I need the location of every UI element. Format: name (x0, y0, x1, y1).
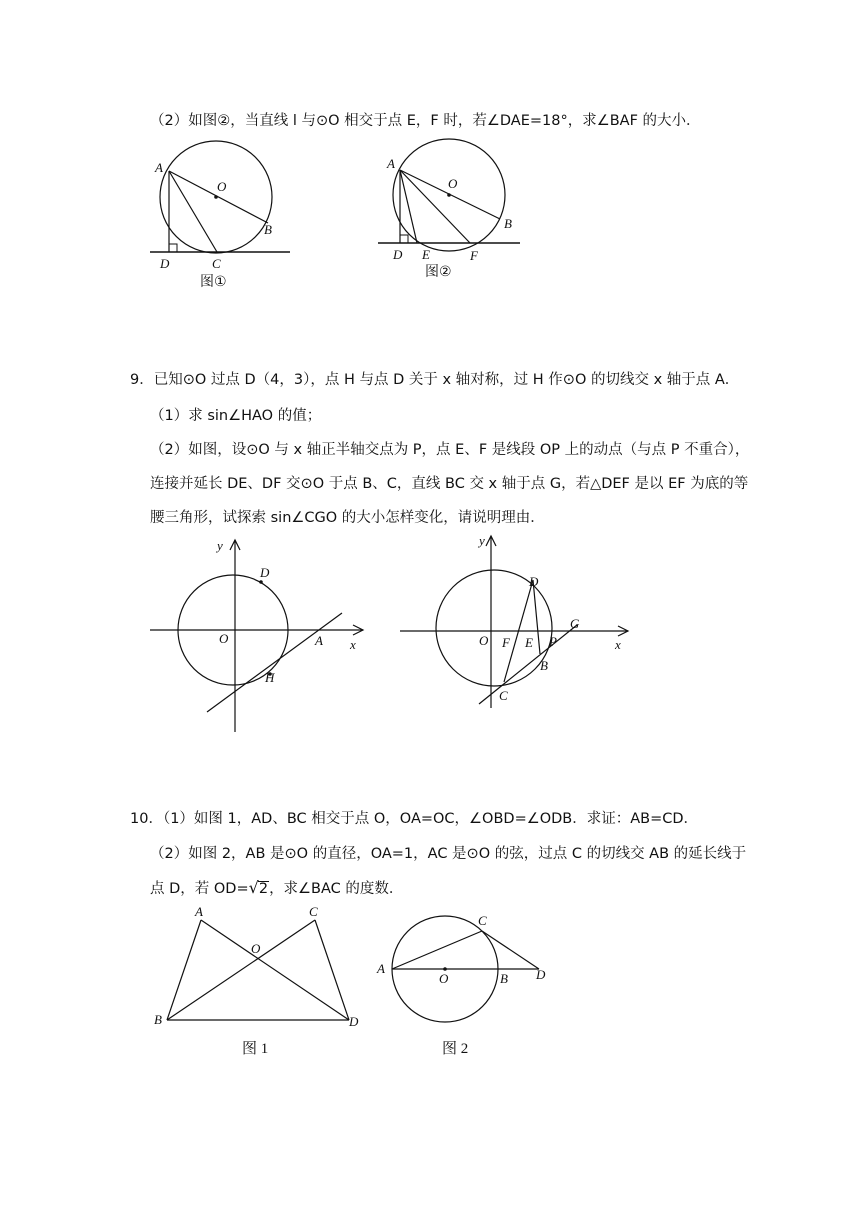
p9-part1: （1）求 sin∠HAO 的值； (150, 408, 322, 424)
p9-stem: 9．已知⊙O 过点 D（4，3），点 H 与点 D 关于 x 轴对称，过 H 作⊙O 的切线交 x 轴于点 A． (130, 372, 740, 388)
p9-part2-line1: （2）如图，设⊙O 与 x 轴正半轴交点为 P，点 E、F 是线段 OP 上的动点（与点 P 不重合）， (150, 442, 750, 458)
p9f1-label-x: x (350, 637, 356, 652)
p10f2-caption: 图 2 (442, 1041, 469, 1057)
p10-part2-line2 (150, 880, 403, 898)
p10f1-label-O: O (251, 941, 261, 956)
p8f1-label-O: O (217, 179, 227, 194)
p9f2-label-G: G (570, 616, 580, 631)
p10f2-label-A: A (377, 961, 385, 976)
p8-part2-text: （2）如图②，当直线 l 与⊙O 相交于点 E，F 时，若∠DAE=18°，求∠BAF 的大小． (150, 113, 701, 129)
p8f2-label-D: D (393, 247, 403, 262)
p10-part1: 10．（1）如图 1，AD、BC 相交于点 O，OA=OC，∠OBD=∠ODB．求证：AB=CD． (130, 811, 699, 827)
p9-part2-line3: 腰三角形，试探索 sin∠CGO 的大小怎样变化，请说明理由． (150, 510, 545, 526)
p9f2-label-C: C (499, 688, 508, 703)
p8f1-label-C: C (212, 256, 221, 271)
p10f2-label-B: B (500, 971, 508, 986)
p9f2-label-E: E (525, 635, 533, 650)
p10f1-label-B: B (154, 1012, 162, 1027)
p10-part2-line1: （2）如图 2，AB 是⊙O 的直径，OA=1，AC 是⊙O 的弦，过点 C 的切线交 AB 的延长线于 (150, 846, 747, 862)
p8f1-caption: 图① (200, 274, 227, 290)
p8f2-label-A: A (387, 156, 395, 171)
p10f2-label-C: C (478, 913, 487, 928)
p8f2-label-O: O (448, 176, 458, 191)
p9f2-label-y: y (479, 533, 485, 548)
p9f2-label-D: D (529, 574, 539, 589)
p8f2-label-F: F (470, 248, 478, 263)
p8f2-label-E: E (422, 247, 430, 262)
p9f2-label-x: x (615, 637, 621, 652)
p8f2-caption: 图② (425, 264, 452, 280)
p10f1-label-D: D (349, 1014, 359, 1029)
p10f1-label-A: A (195, 905, 203, 919)
p9f2-label-F: F (502, 635, 510, 650)
p9f2-label-P: P (549, 634, 557, 649)
sqrt-symbol-icon: √ (248, 878, 259, 897)
p10f2-label-D: D (536, 967, 546, 982)
p9f1-label-D: D (260, 565, 270, 580)
p8-figure-2 (375, 135, 535, 285)
p9f2-label-O: O (479, 633, 489, 648)
p9-part2-line2: 连接并延长 DE、DF 交⊙O 于点 B、C，直线 BC 交 x 轴于点 G，若△DEF 是以 EF 为底的等 (150, 476, 749, 492)
p10f1-caption: 图 1 (242, 1041, 269, 1057)
p9f1-label-y: y (217, 538, 223, 553)
p8f2-label-B: B (504, 216, 512, 231)
p10-part2-line2-suffix: ，求∠BAC 的度数． (269, 881, 404, 897)
p10-figure-1 (145, 905, 370, 1060)
p9-figure-1 (145, 532, 375, 737)
p10f1-label-C: C (309, 905, 318, 919)
p8f1-label-A: A (155, 160, 163, 175)
sqrt-value: 2 (258, 881, 269, 897)
p9f1-label-A: A (315, 633, 323, 648)
p10-part2-line2-prefix: 点 D，若 OD= (150, 881, 249, 897)
p9-figure-2 (395, 528, 635, 713)
p10f2-label-O: O (439, 971, 449, 986)
p9f1-label-H: H (265, 670, 275, 685)
p8-figure-1 (140, 135, 310, 295)
p9f1-label-O: O (219, 631, 229, 646)
p9f2-label-B: B (540, 658, 548, 673)
p8f1-label-D: D (160, 256, 170, 271)
p8f1-label-B: B (264, 222, 272, 237)
p10-figure-2 (370, 905, 560, 1060)
